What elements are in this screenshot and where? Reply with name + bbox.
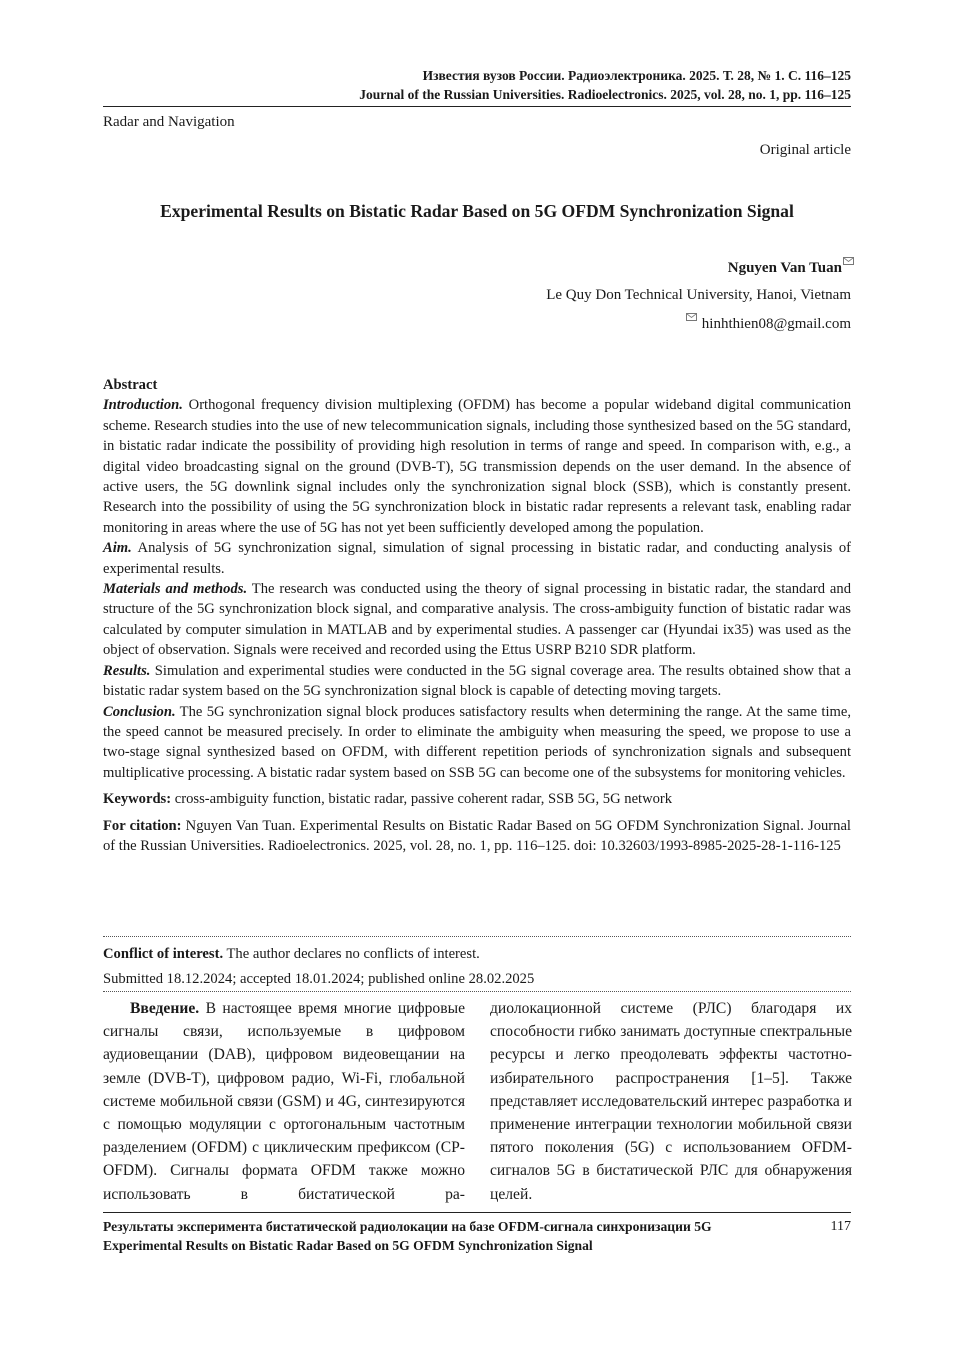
article-title: Experimental Results on Bistatic Radar Based on 5G OFDM Synchronization Signal [160,201,794,221]
affiliation: Le Quy Don Technical University, Hanoi, Vietnam [546,287,851,303]
intro-heading-ru: Введение. [130,1000,200,1017]
journal-header-en: Journal of the Russian Universities. Radioelectronics. 2025, vol. 28, no. 1, pp. 116–125 [359,87,851,102]
keywords-text: cross-ambiguity function, bistatic radar, passive coherent radar, SSB 5G, 5G network [174,791,673,808]
header-rule [103,106,851,107]
methods-label: Materials and methods. [103,581,248,598]
journal-header-ru: Известия вузов России. Радиоэлектроника. 2025. Т. 28, № 1. С. 116–125 [422,68,851,83]
methods-text: The research was conducted using the theory of signal processing in bistatic radar, the standard and structure of the 5G synchronization block signal, and comparative analysis. The cross-ambiguity function of bistatic radar was calculated by computer simulation in MATLAB and by experimental studies. A passenger car (Hyundai ix35) was used as the object of observation. Signals were received and recorded using the Ettus USRP B210 SDR platform. [103,581,852,659]
aim-text: Analysis of 5G synchronization signal, simulation of signal processing in bistatic radar, and conducting analysis of experimental results. [103,540,851,577]
keywords [103,789,851,809]
author-line [728,260,854,277]
article-type: Original article [759,142,851,158]
dotted-divider [103,991,851,992]
section-label: Radar and Navigation [103,114,235,130]
results-text: Simulation and experimental studies were conducted in the 5G signal coverage area. The results obtained show that a bistatic radar system based on the 5G synchronization signal block is capable of detecting moving targets. [103,662,851,700]
footer-title-ru: Результаты эксперимента бистатической радиолокации на базе OFDM-сигнала синхронизации 5G [103,1219,712,1234]
abstract-conclusion [103,702,851,784]
keywords-label: Keywords: [103,791,172,808]
dotted-divider [103,936,851,937]
author-name: Nguyen Van Tuan [727,260,842,276]
conflict-label: Conflict of interest. [103,946,224,962]
page-number: 117 [830,1219,851,1234]
abstract-introduction [103,395,851,538]
citation-text: Nguyen Van Tuan. Experimental Results on Bistatic Radar Based on 5G OFDM Synchronization Signal. Journal of the Russian Universities. Radioelectronics. 2025, vol. 28, no. 1, pp. 116–125. doi: 10.32603/1993-8985-2025-28-1-116-125 [103,817,851,854]
results-label: Results. [103,662,151,679]
aim-label: Aim. [103,540,132,557]
footer-rule [103,1212,851,1213]
citation-label: For citation: [103,817,182,834]
body-column-left [103,997,465,1206]
conflict-text: The author declares no conflicts of interest. [226,946,480,962]
envelope-icon [843,257,854,265]
abstract-aim [103,538,851,579]
abstract-heading: Abstract [103,377,158,393]
footer-title-en: Experimental Results on Bistatic Radar Based on 5G OFDM Synchronization Signal [103,1238,593,1253]
abstract-methods [103,579,851,661]
conclusion-label: Conclusion. [103,703,176,720]
intro-label: Introduction. [103,397,183,414]
abstract-results [103,661,851,702]
abstract [103,375,851,856]
intro-text: Orthogonal frequency division multiplexing (OFDM) has become a popular wideband digital communication scheme. Research studies into the use of new telecommunication signals, including those synthesized based on the 5G standard, in bistatic radar indicate the possibility of providing high resolution in terms of range and speed. In comparison with, e.g., a digital video broadcasting signal on the ground (DVB-T), 5G transmission depends on the user demand. In the absence of active users, the 5G downlink signal includes only the synchronization signal block (SSB), which is constantly present. Research into the possibility of using the 5G synchronization block in bistatic radar represents a relevant task, enabling radar monitoring in areas where the use of 5G has not yet been sufficiently developed among the population. [103,397,851,536]
conflict-of-interest [103,944,851,964]
submission-dates: Submitted 18.12.2024; accepted 18.01.2024; published online 28.02.2025 [103,971,535,987]
envelope-icon [686,313,697,321]
citation [103,816,851,857]
conclusion-text: The 5G synchronization signal block produces satisfactory results when determining the range. At the same time, the speed cannot be measured precisely. In order to eliminate the ambiguity when measuring the speed, we propose to use a two-stage signal synthesized based on OFDM, with different repetition periods of synchronization signals and subsequent multiplicative processing. A bistatic radar system based on SSB 5G can become one of the subsystems for monitoring vehicles. [103,703,851,781]
author-email[interactable]: hinhthien08@gmail.com [701,316,851,332]
body-column-right: диолокационной системе (РЛС) благодаря их способности гибко занимать доступные спектральные ресурсы и легко преодолевать эффекты частотно-избирательного распространения [1–5]. Также представляет исследовательский интерес разработка и применение интеграции технологии мобильной связи пятого поколения (5G) с использованием OFDM-сигналов 5G в бистатической РЛС для обнаружения целей. [490,1000,852,1203]
email-line [685,316,851,333]
body-text-left: В настоящее время многие цифровые сигналы связи, используемые в цифровом аудиовещании (DAB), цифровом видеовещании на земле (DVB-T), цифровом радио, Wi-Fi, глобальной системе мобильной связи (GSM) и 4G, синтезируются с помощью модуляции с ортогональным частотным разделением (OFDM) с циклическим префиксом (CP-OFDM). Сигналы формата OFDM также можно использовать в бистатической ра- [103,1000,465,1203]
